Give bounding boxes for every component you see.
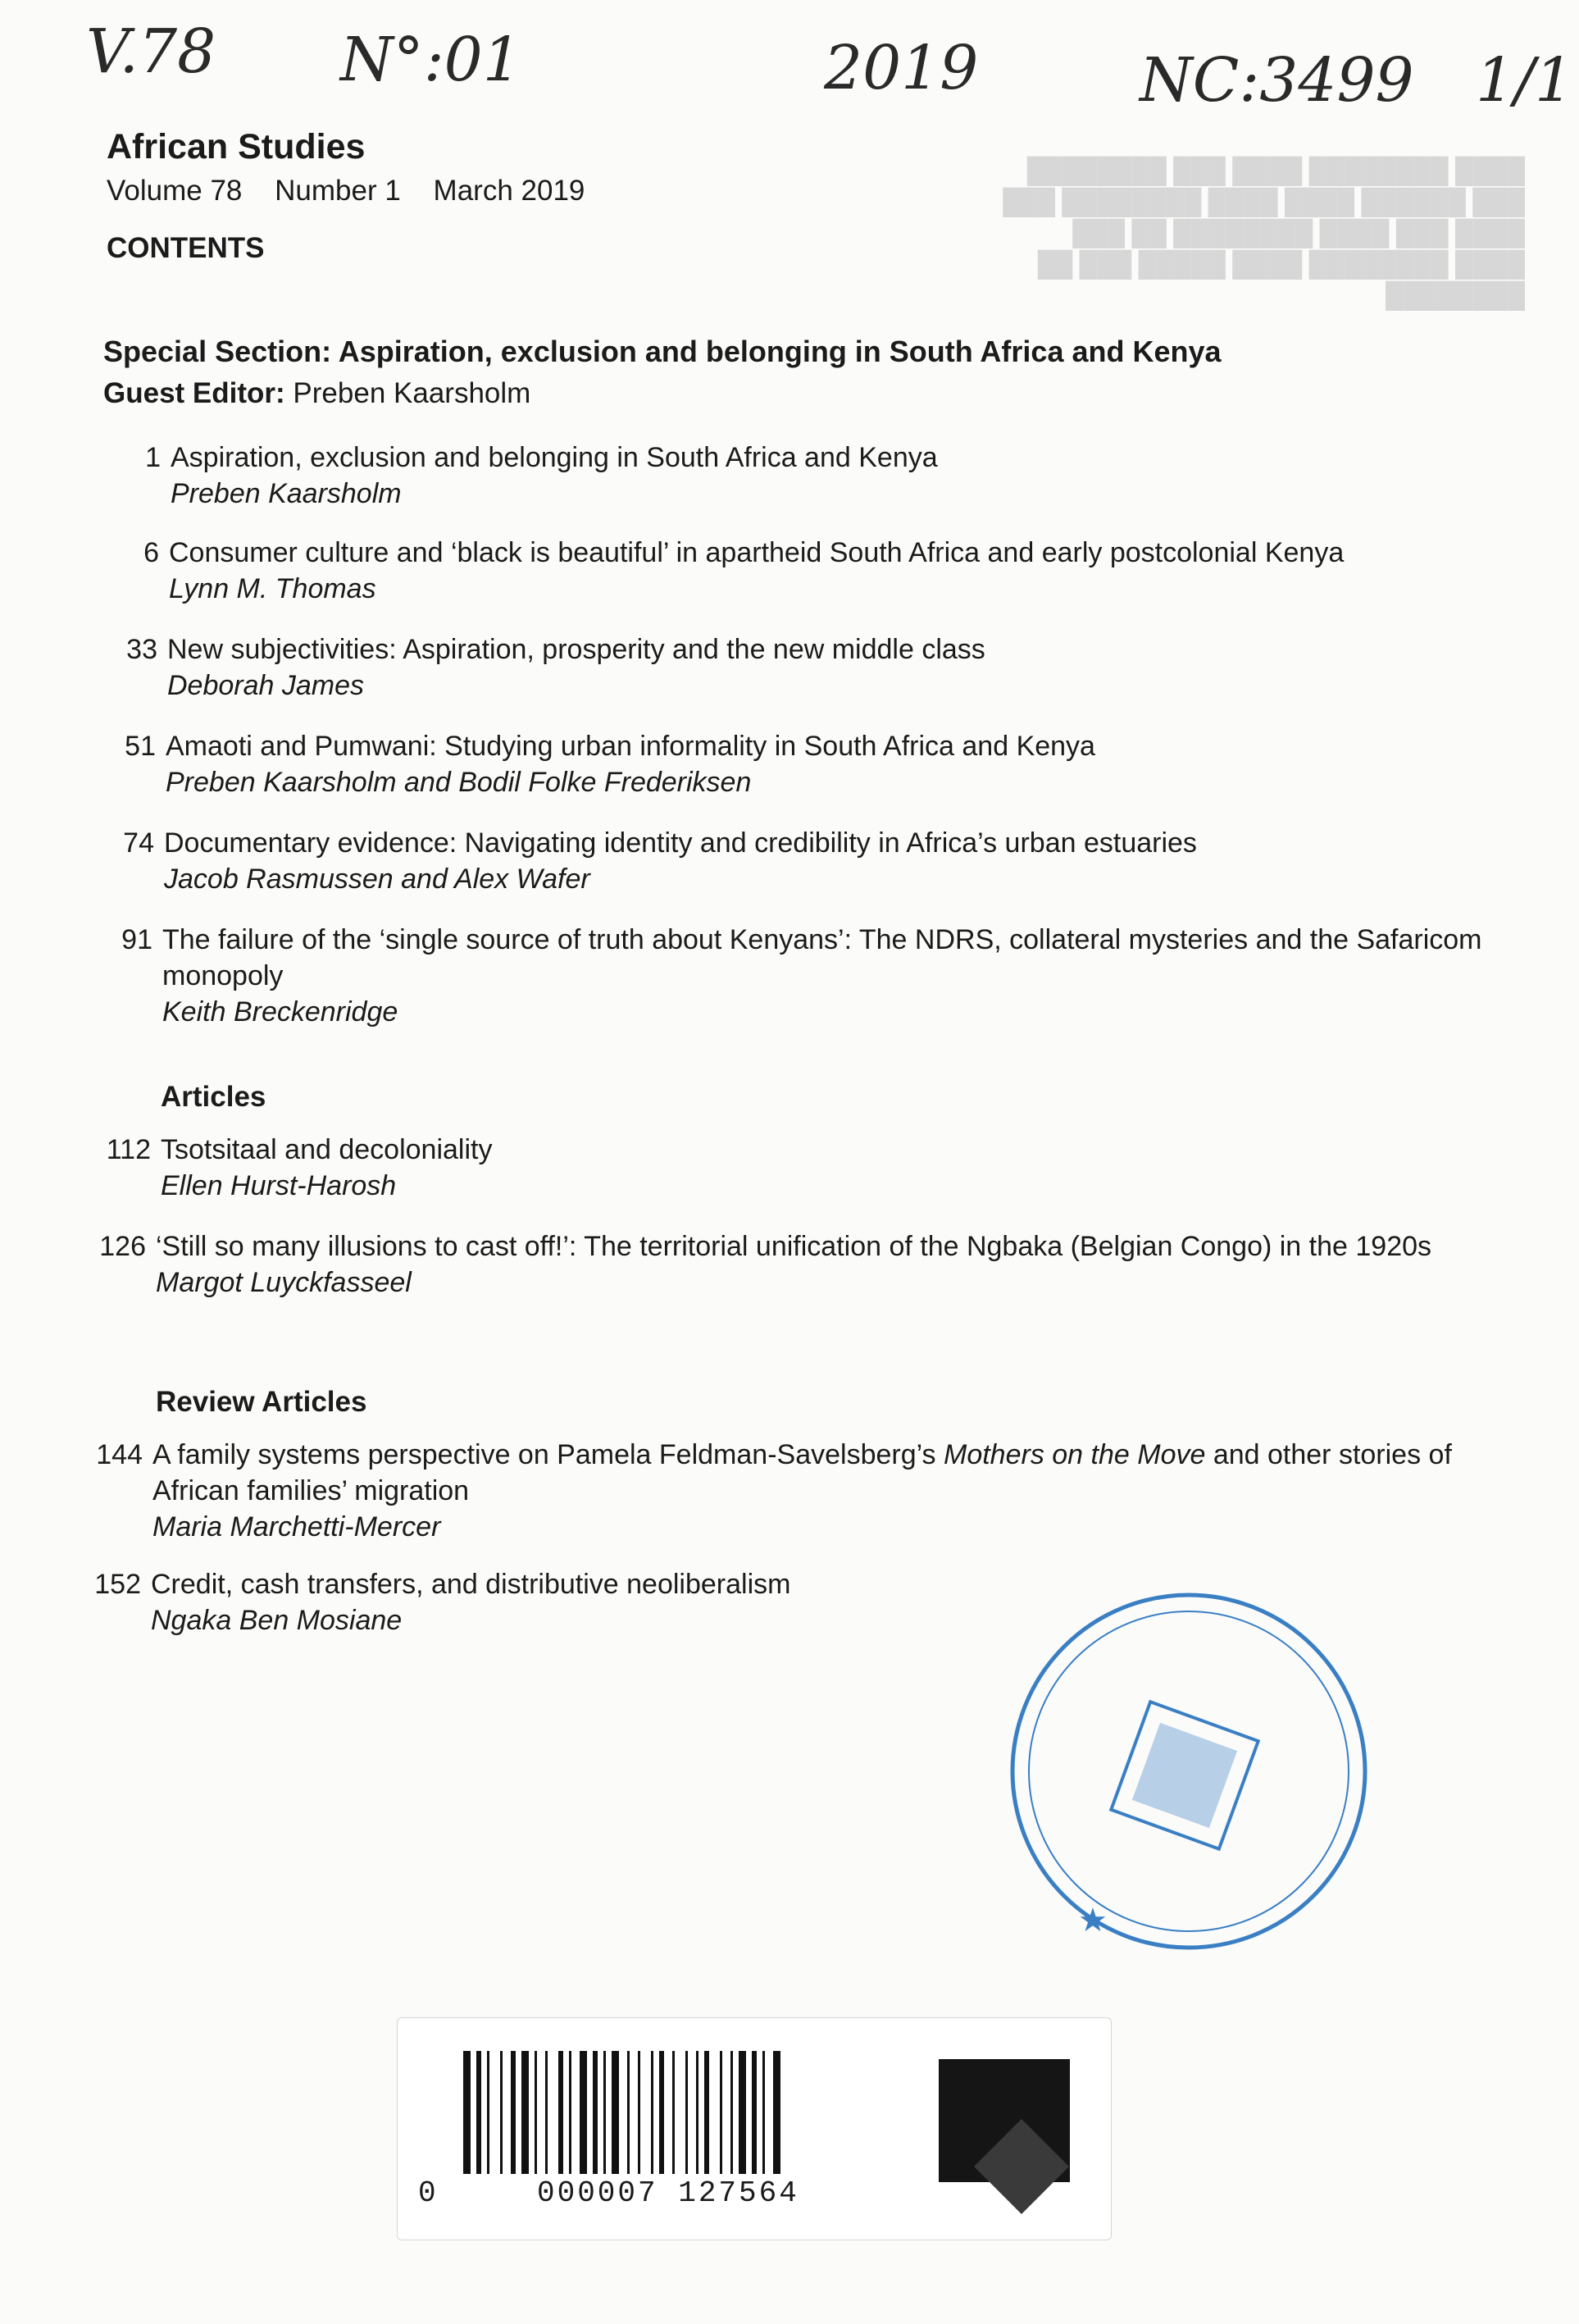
page-number: 144 — [96, 1439, 143, 1470]
barcode-icon — [463, 2051, 922, 2174]
entry-author: Preben Kaarsholm and Bodil Folke Frederiksen — [166, 767, 752, 798]
barcode-left-digit: 0 — [418, 2176, 436, 2210]
journal-title: African Studies — [107, 127, 366, 166]
entry-author: Maria Marchetti-Mercer — [152, 1511, 441, 1542]
entry-title: New subjectivities: Aspiration, prosperity and the new middle class — [167, 634, 985, 665]
entry-author: Margot Luyckfasseel — [156, 1267, 412, 1298]
handwritten-fraction: 1/1 — [1476, 45, 1574, 116]
barcode-number: 000007 127564 — [537, 2176, 799, 2210]
toc-entry — [126, 631, 1495, 704]
special-section-title: Special Section: Aspiration, exclusion and belonging in South Africa and Kenya — [103, 335, 1222, 368]
entry-title: A family systems perspective on Pamela Feldman-Savelsberg’s Mothers on the Move and other stories of African families’ migration — [152, 1439, 1452, 1506]
entry-title: Aspiration, exclusion and belonging in South Africa and Kenya — [171, 442, 938, 473]
entry-author: Ellen Hurst-Harosh — [161, 1170, 397, 1201]
toc-entry — [121, 922, 1490, 1030]
page-number: 1 — [145, 442, 161, 473]
entry-author: Preben Kaarsholm — [171, 478, 402, 509]
page-number: 33 — [126, 634, 157, 665]
handwritten-number: N°:01 — [340, 25, 521, 95]
handwritten-year: 2019 — [824, 33, 979, 103]
handwritten-volume: V.78 — [86, 16, 216, 87]
page-number: 74 — [123, 827, 154, 859]
page-number: 126 — [99, 1231, 146, 1262]
toc-entry — [99, 1228, 1484, 1301]
page-number: 51 — [125, 731, 156, 762]
page-number: 152 — [94, 1569, 141, 1600]
articles-heading: Articles — [161, 1081, 266, 1113]
entry-author: Ngaka Ben Mosiane — [151, 1605, 403, 1636]
toc-entry — [145, 440, 1499, 512]
contents-heading: CONTENTS — [107, 232, 265, 264]
page-number: 112 — [106, 1134, 151, 1165]
entry-title: Documentary evidence: Navigating identity and credibility in Africa’s urban estuaries — [164, 827, 1197, 859]
entry-title: Tsotsitaal and decoloniality — [161, 1134, 493, 1165]
date: March 2019 — [433, 175, 585, 207]
library-stamp-icon — [996, 1579, 1381, 1964]
entry-title: Credit, cash transfers, and distributive neoliberalism — [151, 1569, 791, 1600]
number: Number 1 — [275, 175, 401, 207]
entry-author: Jacob Rasmussen and Alex Wafer — [164, 864, 590, 895]
show-through-text: ████ ████████ ████ ███ ████████ ███ ██████ ████ ████ ████████ ███ ████ ███ ████ ████████ ██ ███ ████ ████████ ████ █████ ███ ██ ████████ — [1003, 157, 1525, 309]
toc-entry — [106, 1132, 1489, 1204]
page-number: 6 — [143, 537, 159, 568]
entry-title: Amaoti and Pumwani: Studying urban informality in South Africa and Kenya — [166, 731, 1095, 762]
review-articles-heading: Review Articles — [156, 1386, 367, 1418]
toc-entry — [96, 1437, 1481, 1545]
svg-text:★: ★ — [1078, 1902, 1108, 1939]
issue-line — [107, 175, 609, 207]
toc-entry — [125, 728, 1494, 800]
guest-editor-name: Preben Kaarsholm — [293, 377, 531, 409]
toc-entry — [123, 825, 1492, 897]
entry-title: ‘Still so many illusions to cast off!’: The territorial unification of the Ngbaka (Belgian Congo) in the 1920s — [156, 1231, 1432, 1262]
entry-author: Lynn M. Thomas — [169, 573, 376, 604]
entry-author: Keith Breckenridge — [162, 996, 398, 1028]
entry-title: Consumer culture and ‘black is beautiful’ in apartheid South Africa and early postcolonial Kenya — [169, 537, 1345, 568]
handwritten-nc: NC:3499 — [1140, 45, 1414, 116]
guest-editor-label: Guest Editor: — [103, 377, 285, 409]
guest-editor — [103, 377, 530, 410]
page-number: 91 — [121, 924, 152, 955]
barcode-label — [397, 2017, 1112, 2240]
entry-author: Deborah James — [167, 670, 365, 701]
volume: Volume 78 — [107, 175, 243, 207]
entry-title: The failure of the ‘single source of truth about Kenyans’: The NDRS, collateral mysteries and the Safaricom monopoly — [162, 924, 1482, 991]
toc-entry — [143, 535, 1497, 607]
